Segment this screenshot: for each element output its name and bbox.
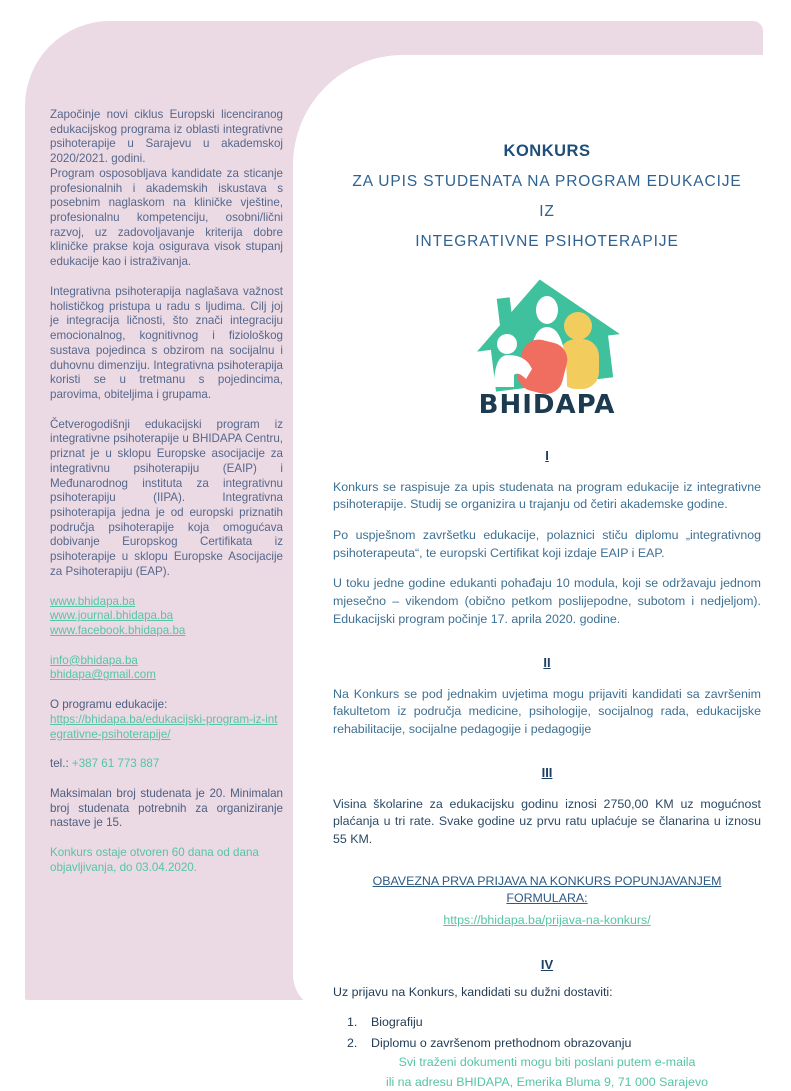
sidebar-paragraph-intro: Započinje novi ciklus Europski licenciranog edukacijskog programa iz oblasti integrativne psihoterapije u Sarajevu u akademskoj 2020/2021. godini. — [50, 108, 283, 166]
bhidapa-logo — [333, 273, 761, 421]
bhidapa-logo-icon — [468, 273, 626, 421]
link-email-info[interactable]: info@bhidapa.ba — [50, 653, 138, 667]
telephone-row — [50, 757, 283, 772]
section-4-intro: Uz prijavu na Konkurs, kandidati su dužni dostaviti: — [333, 984, 613, 999]
list-item-text: Biografiju — [371, 1014, 423, 1029]
main-content — [333, 140, 761, 1091]
link-facebook-page[interactable]: www.facebook.bhidapa.ba — [50, 624, 186, 637]
send-documents-note-line2: ili na adresu BHIDAPA, Emerika Bluma 9, 71 000 Sarajevo — [385, 1074, 709, 1089]
link-journal-website[interactable]: www.journal.bhidapa.ba — [50, 609, 174, 623]
sidebar-paragraph-program: Program osposobljava kandidate za sticanje profesionalnih i akademskih iskustava s posebnim naglaskom na kliničke vještine, profesionalnu kompetenciju, osobni/lični razvoj, uz zadovoljavanje kriterija dobre kliničke prakse koja osigurava visok stupanj edukacije kao i istraživanja. — [50, 166, 283, 269]
bhidapa-logo-text: BHIDAPA — [478, 390, 616, 421]
link-education-program[interactable]: https://bhidapa.ba/edukacijski-program-iz-integrativne-psihoterapije/ — [50, 712, 278, 741]
students-count-note: Maksimalan broj studenata je 20. Minimalan broj studenata potrebnih za organiziranje nastave je 15. — [50, 787, 283, 830]
program-info-label: O programu edukacije: — [50, 698, 168, 712]
sidebar — [50, 108, 283, 876]
sidebar-paragraph-integrative: Integrativna psihoterapija naglašava važnost holističkog pristupa u radu s ljudima. Cilj joj je integracija ličnosti, što znači integraciju emocionalnog, kognitivnog i fiziološkog sustava pojedinca s obzirom na socijalnu i duhovnu dimenziju. Integrativna psihoterapija koristi se u tretmanu s pojedincima, parovima, obiteljima i grupama. — [50, 284, 283, 401]
document-subtitle-line2: IZ — [539, 203, 555, 221]
telephone-number: +387 61 773 887 — [71, 757, 160, 771]
document-subtitle-line3: INTEGRATIVNE PSIHOTERAPIJE — [415, 233, 679, 251]
section-1-paragraph-3: U toku jedne godine edukanti pohađaju 10 modula, koji se održavaju jednom mjesečno – vikendom (obično petkom poslijepodne, subotom i nedjeljom). Edukacijski program počinje 17. aprila 2020. godine. — [333, 576, 761, 626]
list-item — [333, 1014, 761, 1032]
section-2-paragraph: Na Konkurs se pod jednakim uvjetima mogu prijaviti kandidati sa završenim fakultetom iz područja medicine, psihologije, socijalnog rada, edukacijske rehabilitacije, socijalne pedagogije i pedagogije — [333, 686, 761, 736]
section-1-paragraph-2: Po uspješnom završetku edukacije, polaznici stiču diplomu „integrativnog psihoterapeuta“, te europski Certifikat koji izdaje EAIP i EAP. — [333, 528, 761, 560]
list-item — [333, 1035, 761, 1053]
section-1-paragraph-1: Konkurs se raspisuje za upis studenata na program edukacije iz integrativne psihoterapije. Studij se organizira u trajanju od četiri akademske godine. — [333, 479, 761, 512]
deadline-note: Konkurs ostaje otvoren 60 dana od dana objavljivanja, do 03.04.2020. — [50, 846, 259, 874]
section-3-paragraph: Visina školarine za edukacijsku godinu iznosi 2750,00 KM uz mogućnost plaćanja u tri rate. Svake godine uz prvu ratu uplaćuje se članarina u iznosu 55 KM. — [333, 796, 761, 847]
document-subtitle-line1: ZA UPIS STUDENATA NA PROGRAM EDUKACIJE — [352, 173, 742, 191]
section-3-numeral: III — [541, 765, 553, 781]
section-2-numeral: II — [543, 655, 551, 671]
sidebar-paragraph-four-year: Četverogodišnji edukacijski program iz integrativne psihoterapije u BHIDAPA Centru, priznat je u sklopu Europske asocijacije za integrativnu psihoterapiju (EAIP) i Međunarodnog instituta za integrativnu psihoterapiju (IIPA). Integrativna psihoterapija jedna je od europski priznatih područja psihoterapije koja omogućava dobivanje Europskog Certifikata iz psihoterapije u sklopu Europske Asocijacije za Psihoterapiju (EAP). — [50, 417, 283, 578]
section-1-numeral: I — [545, 448, 549, 464]
required-documents-list — [333, 1014, 761, 1052]
list-item-text: Diplomu o završenom prethodnom obrazovanju — [371, 1035, 632, 1050]
link-bhidapa-website[interactable]: www.bhidapa.ba — [50, 594, 136, 608]
document-title: KONKURS — [503, 142, 591, 160]
list-item-number: 1. — [347, 1014, 358, 1029]
link-application-form[interactable]: https://bhidapa.ba/prijava-na-konkurs/ — [443, 912, 651, 927]
list-item-number: 2. — [347, 1035, 358, 1050]
send-documents-note-line1: Svi traženi dokumenti mogu biti poslani putem e-maila — [398, 1055, 696, 1070]
link-email-gmail[interactable]: bhidapa@gmail.com — [50, 668, 156, 682]
telephone-label: tel.: — [50, 757, 69, 771]
mandatory-application-heading: OBAVEZNA PRVA PRIJAVA NA KONKURS POPUNJAVANJEM FORMULARA: — [372, 873, 722, 906]
section-4-numeral: IV — [540, 956, 554, 972]
